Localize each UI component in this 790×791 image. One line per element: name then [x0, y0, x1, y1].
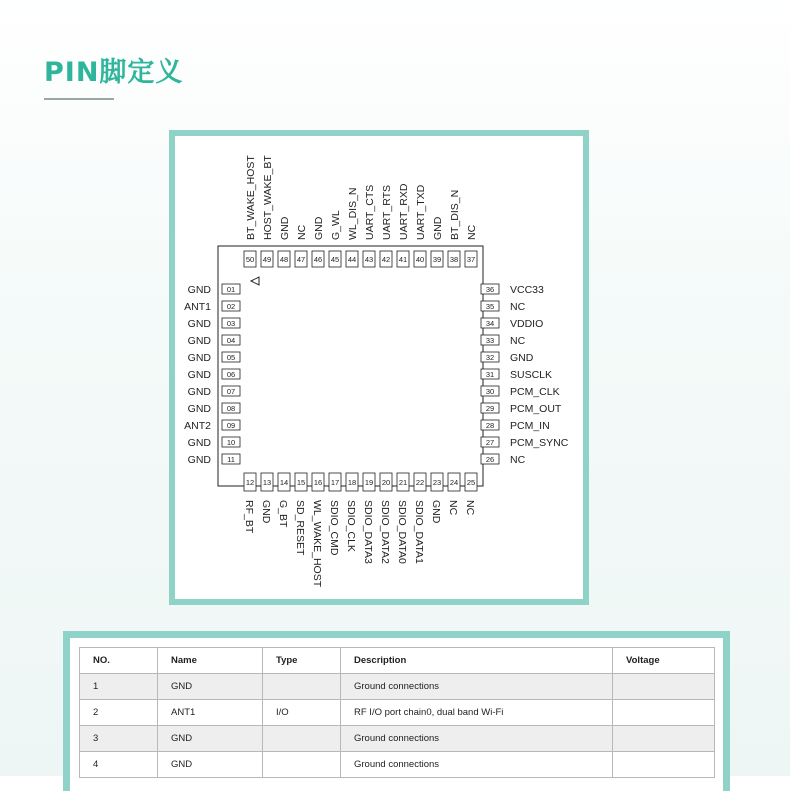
pin-label: ANT2: [184, 420, 211, 432]
pin-number: 34: [485, 319, 495, 328]
pin-number: 11: [227, 455, 235, 464]
cell-voltage: [613, 726, 715, 752]
pin-label: HOST_WAKE_BT: [262, 155, 274, 240]
pin-number: 33: [485, 336, 495, 345]
pin-label: GND: [187, 335, 211, 347]
right-pin-column: [481, 284, 569, 466]
table-row: [80, 700, 715, 726]
page-title: PIN脚定义: [44, 57, 184, 88]
pin-number: 13: [262, 478, 272, 487]
pin-label: SDIO_CMD: [328, 500, 340, 556]
pin-number: 12: [245, 478, 255, 487]
pin-label: G_WL: [330, 210, 342, 240]
header-voltage: Voltage: [613, 648, 715, 674]
pin-number: 21: [398, 478, 408, 487]
pin-table-frame: [63, 631, 730, 791]
pin-number: 28: [485, 421, 495, 430]
pin-label: GND: [187, 284, 211, 296]
pin-number: 16: [313, 478, 323, 487]
cell-type: [263, 752, 341, 778]
pin-diagram-frame: [169, 130, 589, 605]
cell-type: I/O: [263, 700, 341, 726]
pin-number: 40: [415, 255, 425, 264]
pin-label: GND: [279, 216, 291, 240]
pin-table: [79, 647, 715, 778]
pin-label: GND: [313, 216, 325, 240]
pin-number: 47: [296, 255, 306, 264]
table-header-row: [80, 648, 715, 674]
pin-number: 44: [347, 255, 357, 264]
chip-body-outline: [218, 246, 483, 486]
header-description: Description: [341, 648, 613, 674]
pin-label: GND: [187, 454, 211, 466]
pin-label: GND: [260, 500, 272, 524]
pin-label: NC: [510, 454, 526, 466]
pin-number: 42: [381, 255, 391, 264]
pin-label: GND: [187, 386, 211, 398]
pin-label: GND: [430, 500, 442, 524]
pin-label: WL_DIS_N: [347, 187, 359, 240]
pin-number: 14: [279, 478, 289, 487]
cell-voltage: [613, 674, 715, 700]
pin-number: 35: [485, 302, 495, 311]
pin-number: 37: [466, 255, 476, 264]
pin-label: GND: [187, 437, 211, 449]
pin-label: RF_BT: [243, 500, 255, 534]
cell-name: ANT1: [158, 700, 263, 726]
pin-label: PCM_SYNC: [510, 437, 569, 449]
cell-type: [263, 726, 341, 752]
table-row: [80, 726, 715, 752]
pin-label: UART_RXD: [398, 183, 410, 240]
cell-no: 3: [80, 726, 158, 752]
pin-number: 22: [415, 478, 425, 487]
pin-label: WL_WAKE_HOST: [311, 500, 323, 588]
cell-description: Ground connections: [341, 674, 613, 700]
pin-label: G_BT: [277, 500, 289, 528]
pin-number: 20: [381, 478, 391, 487]
pin-number: 18: [347, 478, 357, 487]
cell-no: 2: [80, 700, 158, 726]
title-underline: [44, 98, 114, 100]
pin-number: 43: [364, 255, 374, 264]
pin-label: BT_WAKE_HOST: [245, 155, 257, 240]
pin-label: ANT1: [184, 301, 211, 313]
pin-number: 15: [296, 478, 306, 487]
pin-label: GND: [510, 352, 534, 364]
pin-label: SDIO_DATA1: [413, 500, 425, 564]
pin-number: 49: [262, 255, 272, 264]
pin-number: 26: [485, 455, 495, 464]
pin-label: GND: [187, 352, 211, 364]
table-row: [80, 752, 715, 778]
pin-number: 39: [432, 255, 442, 264]
pin-label: NC: [510, 335, 526, 347]
pin-number: 04: [226, 336, 236, 345]
pin-number: 50: [245, 255, 255, 264]
pin-number: 27: [485, 438, 495, 447]
pin-number: 09: [226, 421, 236, 430]
pin-number: 07: [226, 387, 236, 396]
pin-label: UART_TXD: [415, 184, 427, 240]
pin-number: 08: [226, 404, 236, 413]
pin-number: 32: [485, 353, 495, 362]
pin-number: 19: [364, 478, 374, 487]
pin-label: UART_RTS: [381, 184, 393, 240]
pin-label: BT_DIS_N: [449, 189, 461, 240]
pin-label: SDIO_DATA2: [379, 500, 391, 564]
pin-number: 45: [330, 255, 340, 264]
pin-label: NC: [510, 301, 526, 313]
cell-voltage: [613, 700, 715, 726]
pin-label: NC: [464, 500, 476, 516]
pin-number: 06: [226, 370, 236, 379]
top-pin-row: [244, 155, 478, 267]
header-no: NO.: [80, 648, 158, 674]
cell-voltage: [613, 752, 715, 778]
cell-name: GND: [158, 752, 263, 778]
pin-number: 29: [485, 404, 495, 413]
pin-number: 24: [449, 478, 459, 487]
left-pin-column: [184, 284, 240, 466]
pin-number: 48: [279, 255, 289, 264]
pin-label: VDDIO: [510, 318, 544, 330]
pin-number: 31: [485, 370, 495, 379]
pin-number: 23: [432, 478, 442, 487]
pin-label: UART_CTS: [364, 184, 376, 240]
pin-number: 38: [449, 255, 459, 264]
cell-description: Ground connections: [341, 726, 613, 752]
pin-diagram: [175, 136, 583, 599]
pin-label: SDIO_DATA0: [396, 500, 408, 564]
pin-number: 05: [226, 353, 236, 362]
cell-type: [263, 674, 341, 700]
pin-label: SD_RESET: [294, 500, 306, 556]
pin-label: NC: [466, 224, 478, 240]
pin-number: 41: [398, 255, 408, 264]
pin-label: PCM_IN: [510, 420, 550, 432]
pin-label: GND: [432, 216, 444, 240]
pin-label: NC: [447, 500, 459, 516]
cell-description: RF I/O port chain0, dual band Wi-Fi: [341, 700, 613, 726]
pin-label: VCC33: [510, 284, 544, 296]
pin-label: SDIO_DATA3: [362, 500, 374, 564]
pin-number: 03: [226, 319, 236, 328]
pin-label: NC: [296, 224, 308, 240]
pin-number: 25: [466, 478, 476, 487]
pin1-marker-icon: [251, 277, 259, 285]
pin-number: 30: [485, 387, 495, 396]
header-name: Name: [158, 648, 263, 674]
cell-name: GND: [158, 674, 263, 700]
pin-label: PCM_CLK: [510, 386, 560, 398]
pin-number: 10: [226, 438, 236, 447]
pin-number: 46: [313, 255, 323, 264]
bottom-pin-row: [243, 473, 477, 588]
pin-number: 36: [485, 285, 495, 294]
pin-label: SUSCLK: [510, 369, 553, 381]
pin-label: SDIO_CLK: [345, 500, 357, 552]
pin-number: 17: [330, 478, 340, 487]
cell-no: 1: [80, 674, 158, 700]
table-row: [80, 674, 715, 700]
header-type: Type: [263, 648, 341, 674]
cell-no: 4: [80, 752, 158, 778]
cell-description: Ground connections: [341, 752, 613, 778]
pin-label: GND: [187, 369, 211, 381]
pin-label: GND: [187, 403, 211, 415]
pin-number: 02: [226, 302, 236, 311]
pin-label: GND: [187, 318, 211, 330]
pin-label: PCM_OUT: [510, 403, 562, 415]
cell-name: GND: [158, 726, 263, 752]
pin-number: 01: [226, 285, 236, 294]
